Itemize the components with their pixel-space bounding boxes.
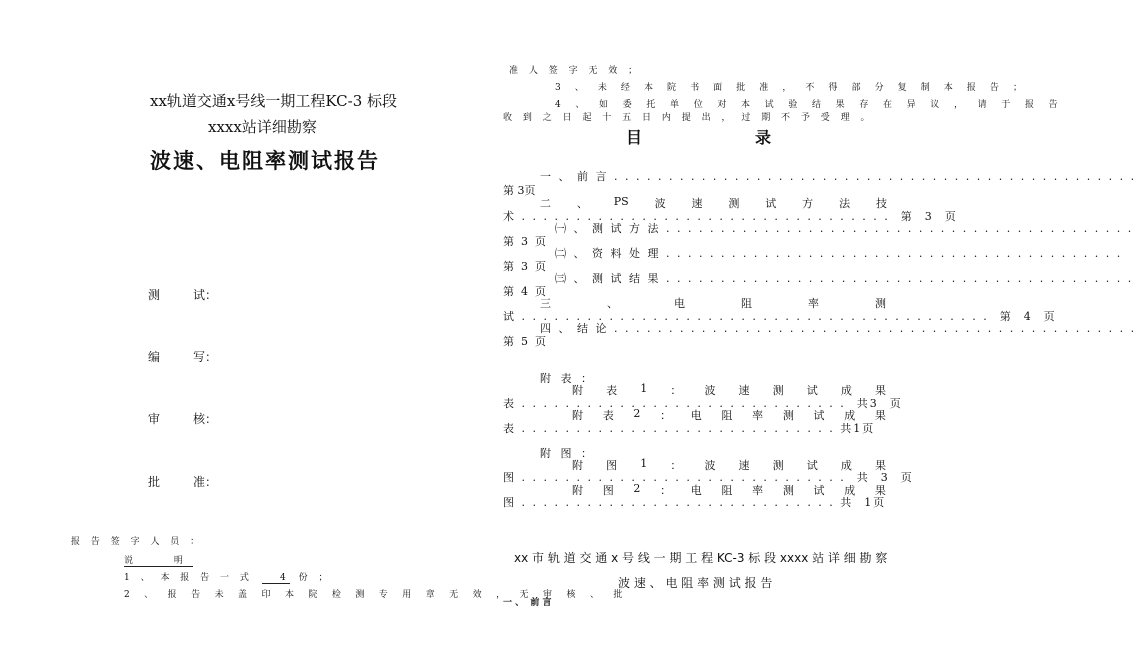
- appendix-line-b: 图 . . . . . . . . . . . . . . . . . . . . . . . . . . . . . . 共 3 页: [503, 471, 914, 484]
- toc-line-b: 第 3 页: [503, 235, 546, 248]
- role-label: 编: [148, 350, 161, 364]
- note-2: 2 、 报 告 未 盖 印 本 院 检 测 专 用 章 无 效 ， 无 审 核 、 批: [124, 590, 629, 600]
- note-1-num: 4: [262, 573, 290, 584]
- toc-line-b: 第 3 页: [503, 260, 546, 273]
- role-label-2: 核：: [193, 412, 218, 426]
- appendix-line-a: 附 表 1 ： 波 速 测 试 成 果: [572, 382, 886, 397]
- toc-line-a: 二 、 PS 波 速 测 试 方 法 技: [540, 195, 887, 210]
- role-label-2: 写：: [193, 350, 218, 364]
- toc-line-a: ㈢ 、 测 试 结 果 . . . . . . . . . . . . . . . . . . . . . . . . . . . . . . . . . . . . . . . . . . .: [555, 272, 1134, 285]
- note-1: [124, 570, 332, 584]
- toc-line-a: 一 、 前 言 . . . . . . . . . . . . . . . . . . . . . . . . . . . . . . . . . . . . . . . . . . . . . . . .: [540, 170, 1136, 183]
- note-1-pre: 1 、 本 报 告 一 式: [124, 573, 253, 583]
- footer-subtitle: 波 速 、 电 阻 率 测 试 报 告: [618, 576, 773, 590]
- signers-label: 报 告 签 字 人 员 ：: [71, 537, 204, 547]
- note-2-cont: 准 人 签 字 无 效 ；: [509, 66, 642, 76]
- toc-line-b: 第 4 页: [503, 285, 546, 298]
- appendix-table-label: 附 表 ：: [540, 372, 595, 385]
- project-title: xx轨道交通x号线一期工程KC-3 标段: [150, 92, 398, 110]
- toc-line-b: 第 5 页: [503, 335, 546, 348]
- note-3: 3 、 未 经 本 院 书 面 批 准 ， 不 得 部 分 复 制 本 报 告 ；: [555, 83, 1028, 93]
- toc-line-b: 第 3页: [503, 184, 536, 197]
- toc-line-a: 三 、 电 阻 率 测: [540, 297, 886, 310]
- toc-line-a: 四 、 结 论 . . . . . . . . . . . . . . . . . . . . . . . . . . . . . . . . . . . . . . . . . . . . . . . .: [540, 322, 1136, 335]
- appendix-line-b: 图 . . . . . . . . . . . . . . . . . . . . . . . . . . . . . 共 1页: [503, 496, 887, 509]
- toc-line-a: ㈡ 、 资 料 处 理 . . . . . . . . . . . . . . . . . . . . . . . . . . . . . . . . . . . . . . . . . .: [555, 247, 1123, 260]
- toc-line-a: ㈠ 、 测 试 方 法 . . . . . . . . . . . . . . . . . . . . . . . . . . . . . . . . . . . . . . . . . . .: [555, 222, 1134, 235]
- toc-line-b: 试 . . . . . . . . . . . . . . . . . . . . . . . . . . . . . . . . . . . . . . . . . . . 第 4 页: [503, 310, 1057, 323]
- role-label: 审: [148, 412, 161, 426]
- role-label-2: 试：: [193, 288, 218, 302]
- appendix-line-a: 附 表 2 ： 电 阻 率 测 试 成 果: [572, 407, 886, 422]
- role-label: 测: [148, 288, 161, 302]
- section-heading: 一 、 前 言: [503, 598, 552, 608]
- explain-label: 说 明: [124, 553, 193, 567]
- appendix-line-b: 表 . . . . . . . . . . . . . . . . . . . . . . . . . . . . . . 共3 页: [503, 397, 903, 410]
- appendix-fig-label: 附 图 ：: [540, 447, 595, 460]
- appendix-line-a: 附 图 2 ： 电 阻 率 测 试 成 果: [572, 482, 886, 497]
- note-1-post: 份 ；: [298, 573, 332, 583]
- station-title: xxxx站详细勘察: [208, 118, 317, 136]
- note-4b: 收 到 之 日 起 十 五 日 内 提 出 ， 过 期 不 予 受 理 。: [503, 113, 874, 123]
- role-label: 批: [148, 475, 161, 489]
- footer-title: xx 市 轨 道 交 通 x 号 线 一 期 工 程 KC-3 标 段 xxxx 站 详 细 勘 察: [514, 551, 888, 565]
- toc-line-b: 术 . . . . . . . . . . . . . . . . . . . . . . . . . . . . . . . . . . 第 3 页: [503, 210, 958, 223]
- appendix-line-b: 表 . . . . . . . . . . . . . . . . . . . . . . . . . . . . . 共1页: [503, 422, 876, 435]
- role-label-2: 准：: [193, 475, 218, 489]
- toc-title-1: 目: [626, 128, 643, 147]
- report-title: 波速、电阻率测试报告: [150, 149, 380, 173]
- note-4a: 4 、 如 委 托 单 位 对 本 试 验 结 果 存 在 异 议 ， 请 于 报 告: [555, 100, 1064, 110]
- toc-title-2: 录: [755, 128, 772, 147]
- appendix-line-a: 附 图 1 ： 波 速 测 试 成 果: [572, 457, 886, 472]
